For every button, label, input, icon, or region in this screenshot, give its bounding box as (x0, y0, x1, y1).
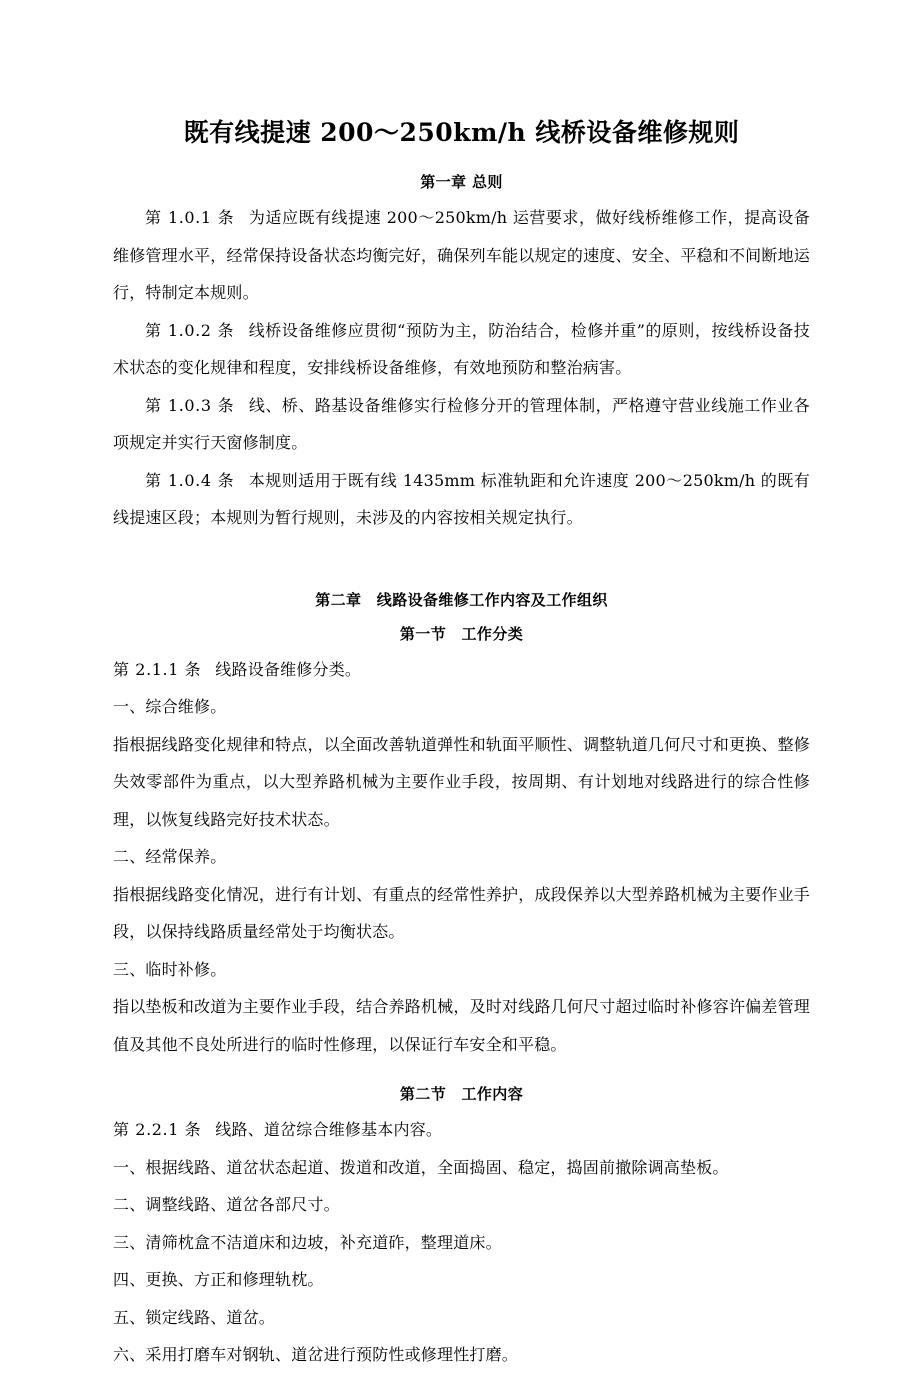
chapter-1-heading: 第一章 总则 (420, 173, 503, 191)
work-item-1: 一、根据线路、道岔状态起道、拨道和改道，全面捣固、稳定，捣固前撤除调高垫板。 (113, 1157, 729, 1177)
article-1-0-4 (113, 462, 810, 537)
article-1-0-3-label: 第 1.0.3 条 (145, 395, 235, 415)
article-1-0-4-text: 本规则适用于既有线 1435mm 标准轨距和允许速度 200～250km/h 的既有线提速区段；本规则为暂行规则，未涉及的内容按相关规定执行。 (113, 470, 810, 527)
article-1-0-2-label: 第 1.0.2 条 (145, 320, 235, 340)
maintenance-type-3-body: 指以垫板和改道为主要作业手段，结合养路机械，及时对线路几何尺寸超过临时补修容许偏差管理值及其他不良处所进行的临时性修理，以保证行车安全和平稳。 (113, 997, 810, 1054)
article-2-2-1-label: 第 2.2.1 条 (113, 1120, 202, 1139)
article-2-2-1-text: 线路、道岔综合维修基本内容。 (215, 1120, 443, 1139)
article-1-0-4-label: 第 1.0.4 条 (145, 470, 235, 490)
article-1-0-3-text: 线、桥、路基设备维修实行检修分开的管理体制，严格遵守营业线施工作业各项规定并实行天窗修制度。 (113, 395, 810, 452)
work-item-6: 六、采用打磨车对钢轨、道岔进行预防性或修理性打磨。 (113, 1345, 519, 1364)
maintenance-type-2-body: 指根据线路变化情况，进行有计划、有重点的经常性养护，成段保养以大型养路机械为主要作业手段，以保持线路质量经常处于均衡状态。 (113, 884, 810, 941)
article-1-0-1 (113, 199, 810, 312)
section-2-1-heading: 第一节 工作分类 (399, 624, 524, 643)
article-2-1-1-label: 第 2.1.1 条 (113, 659, 202, 679)
section-2-2-heading: 第二节 工作内容 (399, 1085, 524, 1103)
article-2-1-1 (113, 651, 810, 689)
page-title: 既有线提速 200～250km/h 线桥设备维修规则 (183, 118, 740, 147)
article-2-2-1 (113, 1111, 810, 1149)
work-item-4: 四、更换、方正和修理轨枕。 (113, 1270, 324, 1289)
work-item-3: 三、清筛枕盒不洁道床和边坡，补充道砟，整理道床。 (113, 1232, 502, 1252)
maintenance-type-3-label: 三、临时补修。 (113, 959, 227, 979)
article-1-0-1-text: 为适应既有线提速 200～250km/h 运营要求，做好线桥维修工作，提高设备维修管理水平，经常保持设备状态均衡完好，确保列车能以规定的速度、安全、平稳和不间断地运行，特制定本规则。 (113, 208, 810, 302)
work-item-2: 二、调整线路、道岔各部尺寸。 (113, 1195, 340, 1214)
chapter-2-heading: 第二章 线路设备维修工作内容及工作组织 (315, 590, 608, 609)
article-1-0-3 (113, 387, 810, 462)
article-1-0-2 (113, 312, 810, 387)
article-1-0-2-text: 线桥设备维修应贯彻“预防为主，防治结合，检修并重”的原则，按线桥设备技术状态的变化规律和程度，安排线桥设备维修，有效地预防和整治病害。 (113, 320, 810, 377)
article-2-1-1-text: 线路设备维修分类。 (215, 659, 362, 679)
maintenance-type-1-body: 指根据线路变化规律和特点，以全面改善轨道弹性和轨面平顺性、调整轨道几何尺寸和更换、整修失效零部件为重点，以大型养路机械为主要作业手段，按周期、有计划地对线路进行的综合性修理，以恢复线路完好技术状态。 (113, 734, 810, 829)
maintenance-type-1-label: 一、综合维修。 (113, 697, 227, 716)
work-item-5: 五、锁定线路、道岔。 (113, 1307, 276, 1327)
article-1-0-1-label: 第 1.0.1 条 (145, 208, 235, 227)
maintenance-type-2-label: 二、经常保养。 (113, 847, 227, 866)
